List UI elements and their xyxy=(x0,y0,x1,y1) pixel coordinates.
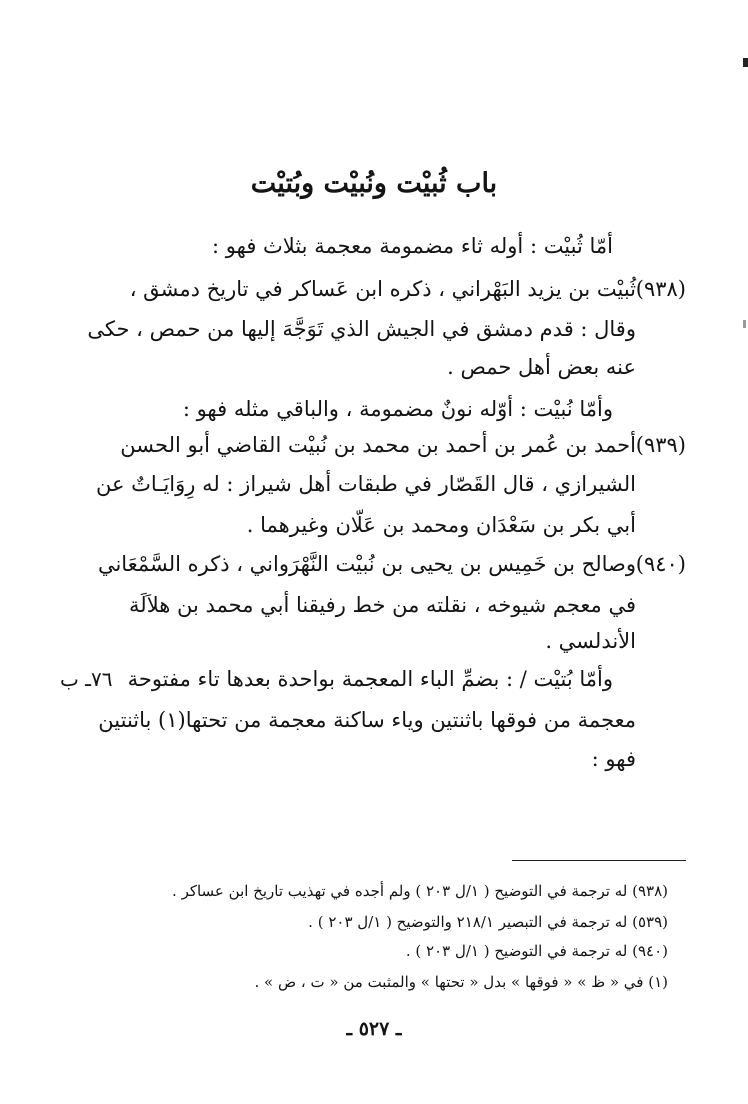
scan-edge-mark xyxy=(743,58,748,67)
intro-line: أمّا ثُبيْت : أوله ثاء مضمومة معجمة بثلاث فهو : xyxy=(212,234,613,258)
entry-939-line-3: أبي بكر بن سَعْدَان ومحمد بن عَلّان وغيرهما . xyxy=(246,513,636,537)
entry-940-line-2: في معجم شيوخه ، نقلته من خط رفيقنا أبي محمد بن هلاَلَة xyxy=(129,593,636,617)
entry-939-line-2: الشيرازي ، قال القَصّار في طبقات أهل شيراز : له رِوَايَـاتٌ عن xyxy=(95,472,636,496)
entry-number-938: (٩٣٨) xyxy=(635,277,686,301)
footnote-938: (٩٣٨) له ترجمة في التوضيح ( ١/ل ٢٠٣ ) ولم أجده في تهذيب تاريخ ابن عساكر . xyxy=(172,882,668,900)
footnote-separator xyxy=(512,860,686,861)
scan-edge-mark-small xyxy=(743,320,746,328)
last-paragraph-line-1: وأمّا بُتيْت / : بضمِّ الباء المعجمة بواحدة بعدها تاء مفتوحة xyxy=(127,667,613,691)
page-number: ـ ٥٢٧ ـ xyxy=(346,1018,402,1040)
margin-folio-note: ٧٦ـ ب xyxy=(60,667,113,691)
entry-939-line-1: أحمد بن عُمر بن أحمد بن محمد بن نُبيْت القاضي أبو الحسن xyxy=(120,433,636,457)
chapter-title: باب ثُبيْت ونُبيْت وبُتيْت xyxy=(250,168,498,199)
last-paragraph-line-2: معجمة من فوقها باثنتين وياء ساكنة معجمة من تحتها(١) باثنتين xyxy=(98,708,636,732)
mid-paragraph: وأمّا نُبيْت : أوّله نونٌ مضمومة ، والباقي مثله فهو : xyxy=(182,397,613,421)
last-paragraph-line-3: فهو : xyxy=(591,747,636,771)
entry-938-line-2: وقال : قدم دمشق في الجيش الذي تَوَجَّهَ إليها من حمص ، حكى xyxy=(87,317,636,341)
entry-number-940: (٩٤٠) xyxy=(635,552,686,576)
footnote-939: (٥٣٩) له ترجمة في التبصير ٢١٨/١ والتوضيح ( ١/ل ٢٠٣ ) . xyxy=(308,913,668,931)
footnote-1: (١) في « ظ » « فوقها » بدل « تحتها » والمثبت من « ت ، ض » . xyxy=(254,973,668,991)
entry-938-line-3: عنه بعض أهل حمص . xyxy=(447,355,636,379)
entry-940-line-3: الأندلسي . xyxy=(545,629,636,653)
footnote-940: (٩٤٠) له ترجمة في التوضيح ( ١/ل ٢٠٣ ) . xyxy=(405,942,668,960)
entry-938-line-1: ثُبيْت بن يزيد البَهْراني ، ذكره ابن عَساكر في تاريخ دمشق ، xyxy=(129,277,636,301)
entry-940-line-1: وصالح بن خَمِيس بن يحيى بن نُبيْت النَّهْرَواني ، ذكره السَّمْعَاني xyxy=(97,552,636,576)
entry-number-939: (٩٣٩) xyxy=(635,433,686,457)
